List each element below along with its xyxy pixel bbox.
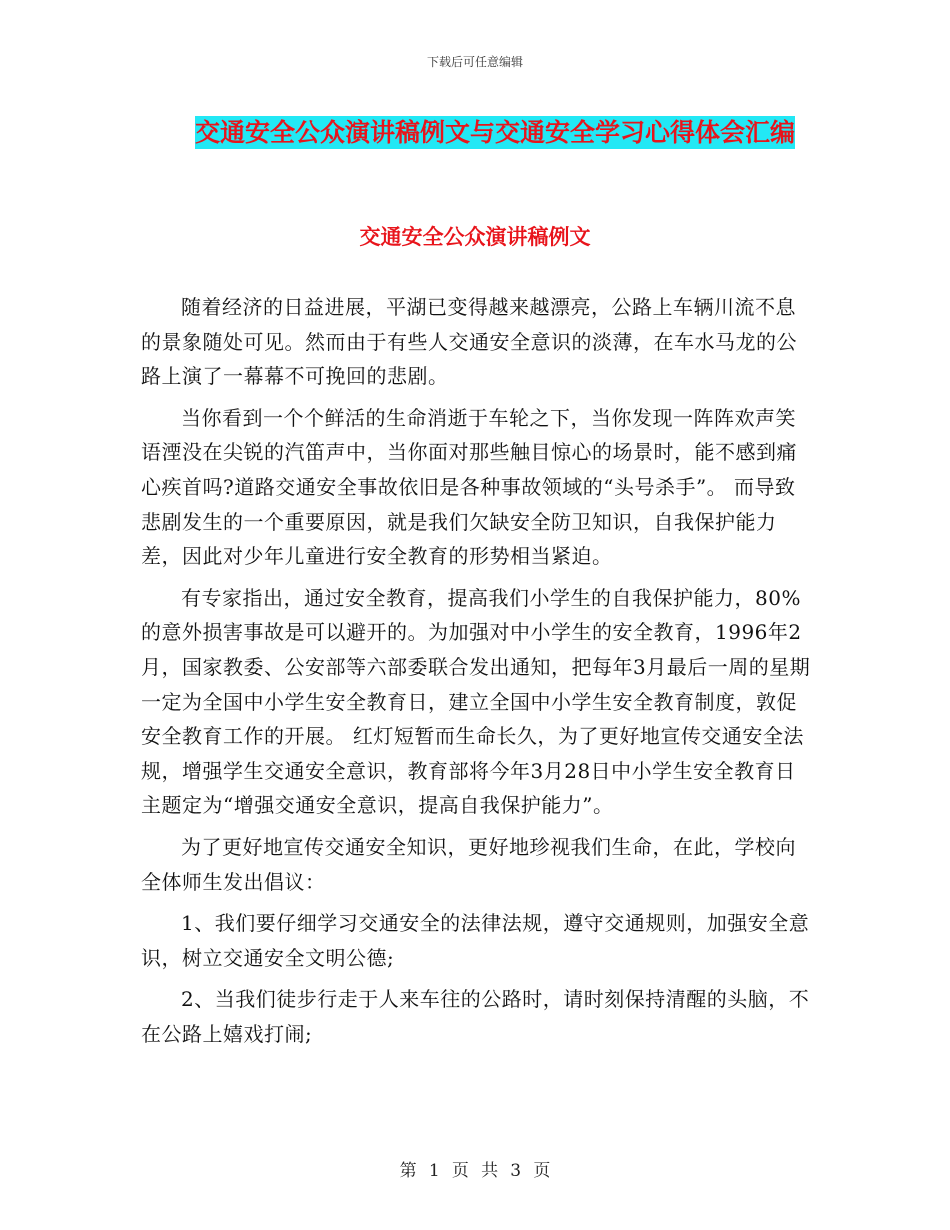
paragraph-2: 当你看到一个个鲜活的生命消逝于车轮之下，当你发现一阵阵欢声笑语湮没在尖锐的汽笛声中，当你面对那些触目惊心的场景时，能不感到痛心疾首吗?道路交通安全事故依旧是各种事故领域的“头号杀手”。 而导致悲剧发生的一个重要原因，就是我们欠缺安全防卫知识，自我保护能力差，因此对少年儿童进行安全教育的形势相当紧迫。 xyxy=(141,405,797,569)
section-title: 交通安全公众演讲稿例文 xyxy=(359,224,591,249)
document-body xyxy=(141,290,816,1058)
paragraph-3: 有专家指出，通过安全教育，提高我们小学生的自我保护能力，80%的意外损害事故是可以避开的。为加强对中小学生的安全教育，1996年2月，国家教委、公安部等六部委联合发出通知，把每年3月最后一周的星期一定为全国中小学生安全教育日，建立全国中小学生安全教育制度，敦促安全教育工作的开展。 红灯短暂而生命长久，为了更好地宣传交通安全法规，增强学生交通安全意识，教育部将今年3月28日中小学生安全教育日主题定为“增强交通安全意识，提高自我保护能力”。 xyxy=(141,585,811,818)
paragraph-5: 1、我们要仔细学习交通安全的法律法规，遵守交通规则，加强安全意识，树立交通安全文明公德; xyxy=(141,911,810,970)
document-title-text: 交通安全公众演讲稿例文与交通安全学习心得体会汇编 xyxy=(194,118,795,147)
paragraph-6: 2、当我们徒步行走于人来车往的公路时，请时刻保持清醒的头脑，不在公路上嬉戏打闹; xyxy=(141,987,810,1046)
page-number: 第 1 页 共 3 页 xyxy=(399,1161,551,1181)
paragraph-4: 为了更好地宣传交通安全知识，更好地珍视我们生命，在此，学校向全体师生发出倡议： xyxy=(141,834,796,894)
page-header-note: 下载后可任意编辑 xyxy=(426,55,523,69)
paragraph-1: 随着经济的日益进展，平湖已变得越来越漂亮，公路上车辆川流不息的景象随处可见。然而由于有些人交通安全意识的淡薄，在车水马龙的公路上演了一幕幕不可挽回的悲剧。 xyxy=(141,295,797,389)
document-title xyxy=(175,108,815,157)
